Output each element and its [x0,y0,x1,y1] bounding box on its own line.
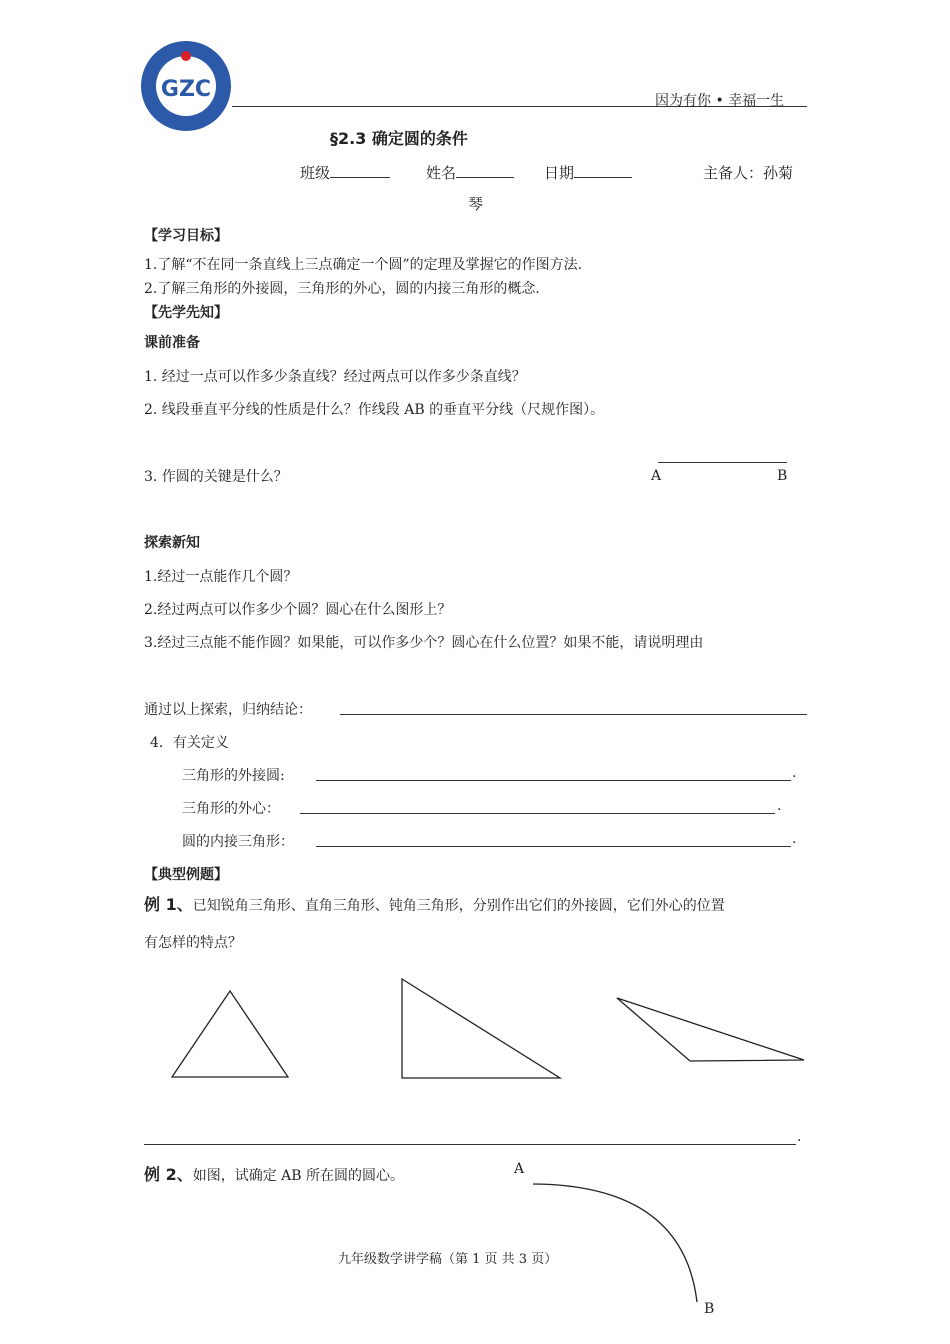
prior-subheading: 课前准备 [144,335,200,351]
prior-question-2: 2. 线段垂直平分线的性质是什么？作线段 AB 的垂直平分线（尺规作图）。 [144,402,605,418]
explore-question-1: 1.经过一点能作几个圆？ [144,569,298,585]
preparer-cont: 琴 [468,195,484,213]
definition-2-label: 三角形的外心： [182,801,280,817]
explore-heading: 探索新知 [144,535,200,551]
definitions-heading: 4．有关定义 [150,735,229,751]
segment-label-b: B [777,468,788,484]
definition-1-label: 三角形的外接圆: [182,768,285,784]
date-label: 日期 [544,164,575,182]
example-2-prefix: 例 2、 [144,1165,193,1184]
example-1-prefix: 例 1、 [144,895,193,914]
definition-3-period: . [792,831,797,847]
prior-heading: 【先学先知】 [144,305,228,321]
explore-question-2: 2.经过两点可以作多少个圆？圆心在什么图形上？ [144,602,452,618]
name-label: 姓名 [426,164,457,182]
arc-label-a: A [514,1161,525,1177]
conclusion-label: 通过以上探索，归纳结论： [144,702,312,718]
page-footer: 九年级数学讲学稿（第 1 页 共 3 页） [338,1252,558,1267]
preparer: 主备人：孙菊 [703,164,794,182]
header-motto: 因为有你 • 幸福一生 [655,93,785,109]
arc-label-b: B [704,1301,715,1317]
example-1-text-cont: 有怎样的特点？ [144,935,242,951]
example-2 [144,1162,404,1185]
definition-2-period: . [777,798,782,814]
prior-question-1: 1. 经过一点可以作多少条直线？经过两点可以作多少条直线？ [144,369,526,385]
definition-1-period: . [792,765,797,781]
example-1-period: . [797,1129,802,1145]
logo-text: GZC [160,77,212,102]
arc-ab [533,1184,697,1302]
definition-3-label: 圆的内接三角形： [182,834,294,850]
acute-triangle [172,991,288,1077]
examples-heading: 【典型例题】 [144,867,228,883]
class-label: 班级 [300,164,331,182]
objective-1: 1.了解“不在同一条直线上三点确定一个圆”的定理及掌握它的作图方法. [144,257,583,273]
page-title: §2.3 确定圆的条件 [330,129,468,148]
obtuse-triangle [617,998,804,1061]
objective-2: 2.了解三角形的外接圆，三角形的外心，圆的内接三角形的概念. [144,281,540,297]
example-2-text: 如图，试确定 AB 所在圆的圆心。 [192,1168,405,1184]
objectives-heading: 【学习目标】 [144,228,228,244]
right-triangle [402,979,560,1078]
example-1-text: 已知锐角三角形、直角三角形、钝角三角形，分别作出它们的外接圆，它们外心的位置 [192,898,725,914]
segment-label-a: A [651,468,662,484]
prior-question-3: 3. 作圆的关键是什么？ [144,469,288,485]
example-1-answer-blank[interactable] [144,1144,796,1145]
explore-question-3: 3.经过三点能不能作圆？如果能，可以作多少个？圆心在什么位置？如果不能，请说明理由 [144,635,704,651]
